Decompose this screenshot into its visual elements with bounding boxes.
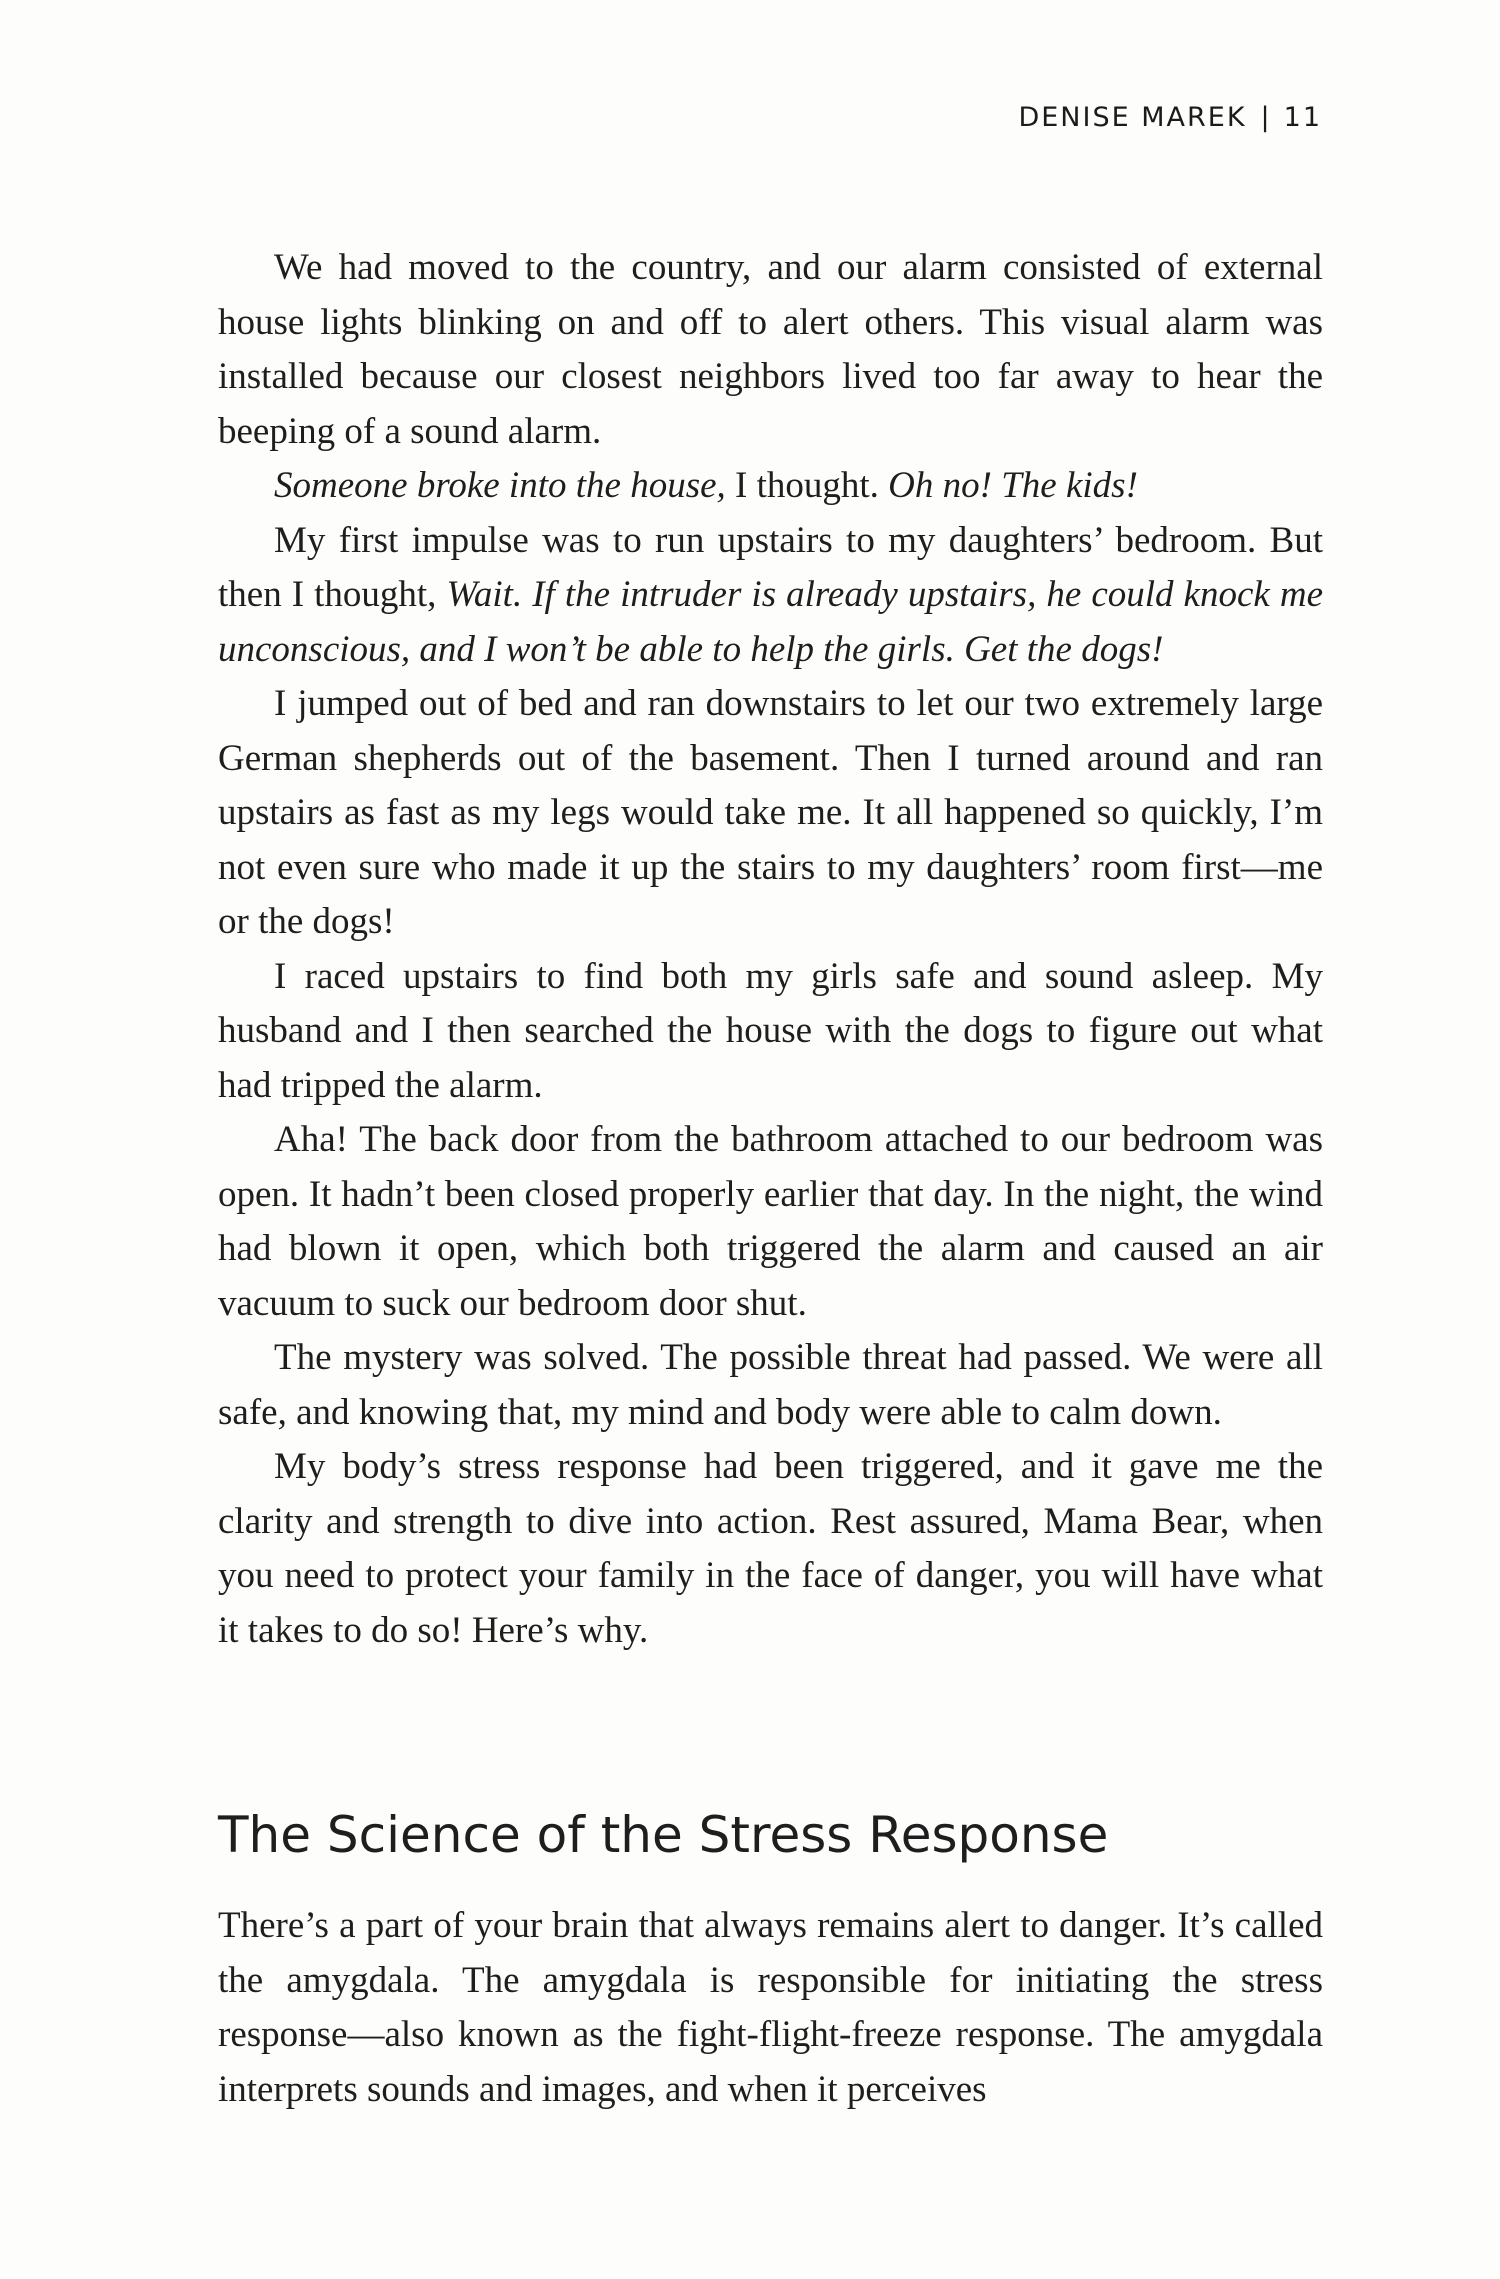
header-separator: | — [1260, 102, 1270, 133]
running-head — [1018, 102, 1322, 133]
paragraph: Aha! The back door from the bathroom attached to our bedroom was open. It hadn’t been closed properly earlier that day. In the night, the wind had blown it open, which both triggered the alarm and caused an air vacuum to suck our bedroom door shut. — [218, 1119, 1323, 1324]
author-name: DENISE MAREK — [1018, 102, 1247, 133]
paragraph: I raced upstairs to find both my girls safe and sound asleep. My husband and I then searched the house with the dogs to figure out what had tripped the alarm. — [218, 955, 1323, 1106]
paragraph: My body’s stress response had been triggered, and it gave me the clarity and strength to dive into action. Rest assured, Mama Bear, when you need to protect your family in the face of danger, you will have what it takes to do so! Here’s why. — [218, 1446, 1323, 1651]
paragraph: The mystery was solved. The possible threat had passed. We were all safe, and knowing that, my mind and body were able to calm down. — [218, 1337, 1323, 1433]
italic-thought: Someone broke into the house, — [274, 465, 726, 506]
paragraph: I jumped out of bed and ran downstairs to let our two extremely large German shepherds out of the basement. Then I turned around and ran upstairs as fast as my legs would take me. It all happened so quickly, I’m not even sure who made it up the stairs to my daughters’ room first—me or the dogs! — [218, 683, 1323, 942]
paragraph: Someone broke into the house, I thought. Oh no! The kids! — [274, 465, 1138, 506]
paragraph: My first impulse was to run upstairs to my daughters’ bedroom. But then I thought, Wait. If the intruder is already upstairs, he could knock me unconscious, and I won’t be able to help the girls. Get the dogs! — [218, 519, 1324, 670]
section-text — [218, 1899, 1323, 2117]
italic-thought: Oh no! The kids! — [888, 465, 1138, 506]
page-number: 11 — [1283, 102, 1322, 133]
story-text — [218, 241, 1323, 1658]
paragraph: We had moved to the country, and our alarm consisted of external house lights blinking on and off to alert others. This visual alarm was installed because our closest neighbors lived too far away to hear the beeping of a sound alarm. — [218, 247, 1323, 452]
paragraph: There’s a part of your brain that always remains alert to danger. It’s called the amygdala. The amygdala is responsible for initiating the stress response—also known as the fight-flight-freeze response. The amygdala interprets sounds and images, and when it perceives — [218, 1905, 1323, 2110]
section-heading: The Science of the Stress Response — [218, 1806, 1109, 1864]
italic-thought: Wait. If the intruder is already upstairs, he could knock me unconscious, and I won’t be able to help the girls. Get the dogs! — [218, 574, 1324, 670]
